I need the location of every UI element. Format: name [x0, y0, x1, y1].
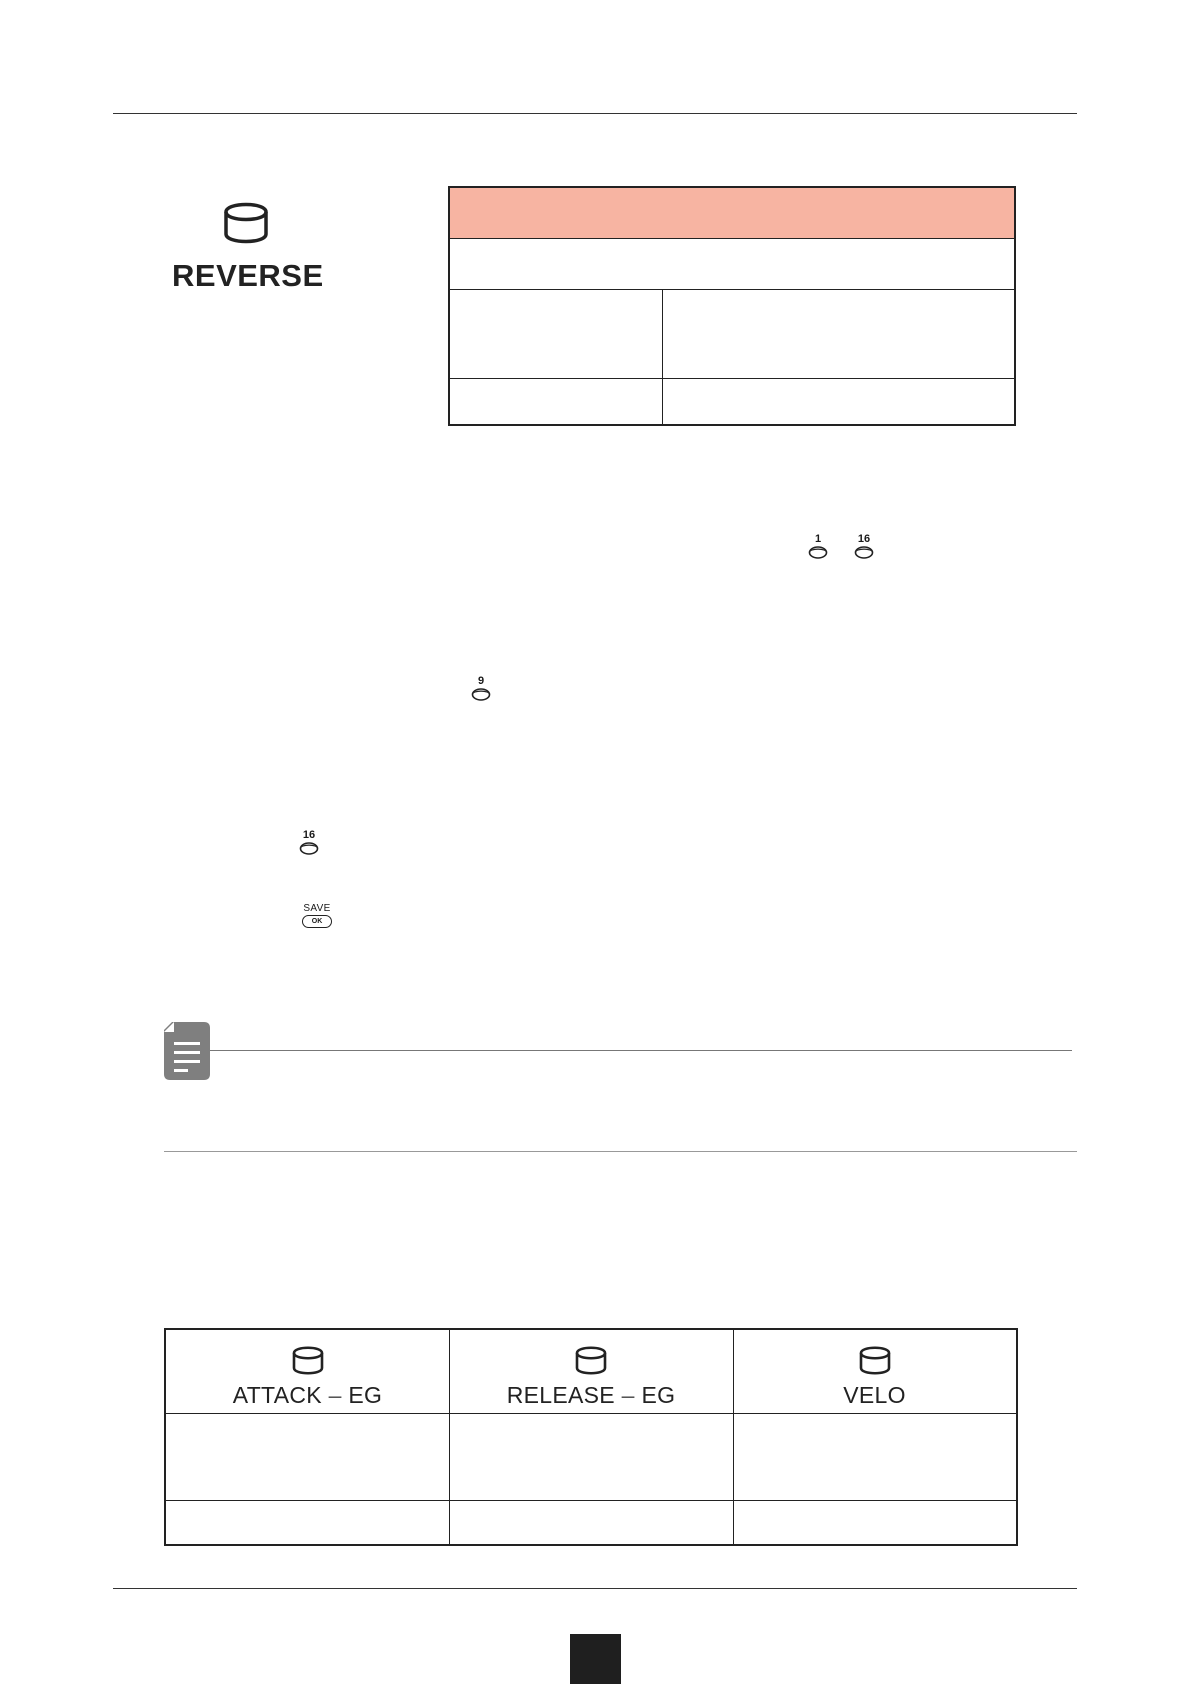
knob-icon — [858, 1342, 892, 1378]
pad-button — [849, 533, 879, 559]
knob-icon — [222, 196, 270, 250]
pad-number: 16 — [857, 533, 871, 545]
bottom-rule — [113, 1588, 1077, 1589]
release-eg-header — [449, 1330, 733, 1413]
pad-number: 16 — [302, 829, 316, 841]
section-rule — [164, 1151, 1077, 1152]
pad-button-icon — [854, 546, 874, 559]
save-ok-button — [297, 903, 337, 928]
parameter-table — [448, 186, 1016, 426]
pad-button — [466, 675, 496, 701]
pad-button-icon — [808, 546, 828, 559]
page-number-box — [570, 1634, 621, 1684]
knob-icon — [574, 1342, 608, 1378]
column-title: RELEASE – EG — [506, 1382, 676, 1408]
parameter-table-header — [450, 188, 1014, 239]
top-rule — [113, 113, 1077, 114]
parameter-table-row — [450, 239, 1014, 290]
ok-label: OK — [302, 915, 332, 928]
attack-eg-header — [166, 1330, 449, 1413]
note-icon — [164, 1022, 210, 1080]
envelope-table — [164, 1328, 1018, 1546]
pad-button — [294, 829, 324, 855]
table-divider — [166, 1413, 1016, 1414]
knob-icon — [291, 1342, 325, 1378]
pad-button — [803, 533, 833, 559]
reverse-knob-label: REVERSE — [172, 258, 324, 293]
note-rule — [210, 1050, 1072, 1051]
pad-number: 9 — [477, 675, 485, 687]
save-label: SAVE — [303, 903, 331, 914]
pad-button-icon — [471, 688, 491, 701]
parameter-table-divider — [662, 290, 663, 424]
pad-number: 1 — [814, 533, 822, 545]
velo-header — [733, 1330, 1016, 1413]
column-title: ATTACK – EG — [232, 1382, 383, 1408]
parameter-table-row — [450, 290, 1014, 379]
table-divider — [166, 1500, 1016, 1501]
pad-button-icon — [299, 842, 319, 855]
column-title: VELO — [843, 1382, 906, 1408]
